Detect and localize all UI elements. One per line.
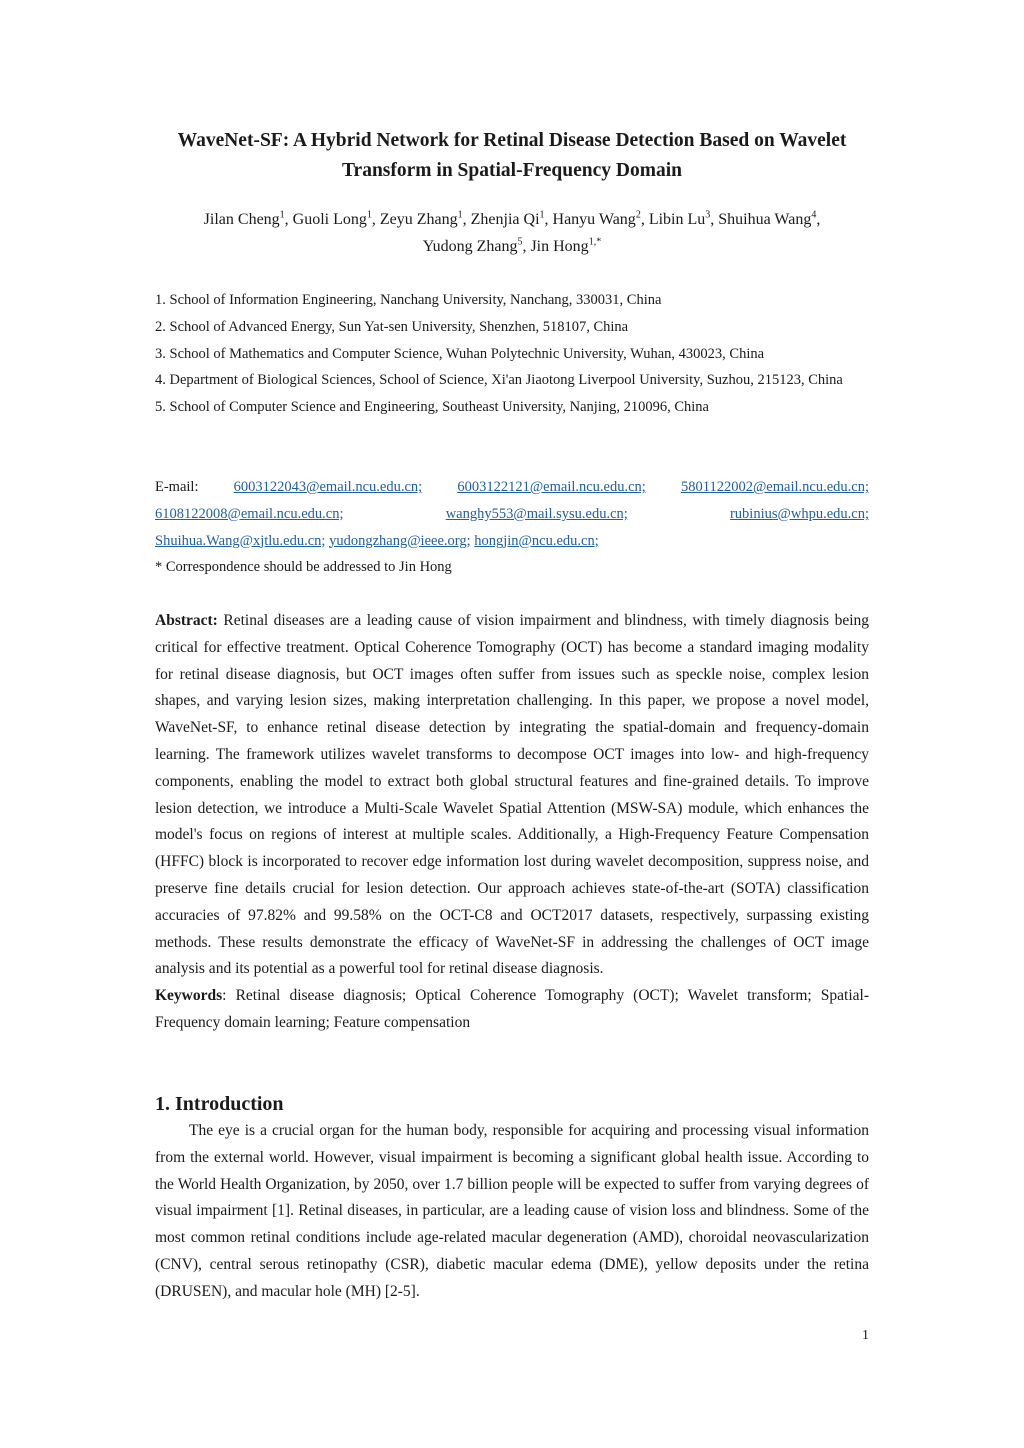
email-link[interactable]: hongjin@ncu.edu.cn; <box>474 532 599 549</box>
email-link[interactable]: 5801122002@email.ncu.edu.cn; <box>680 479 869 495</box>
email-row-3 <box>155 528 869 555</box>
author-name: Guoli Long <box>292 211 367 228</box>
email-link[interactable]: yudongzhang@ieee.org; <box>329 532 471 549</box>
email-link[interactable]: wanghy553@mail.sysu.edu.cn; <box>445 505 628 522</box>
intro-paragraph: The eye is a crucial organ for the human body, responsible for acquiring and processing visual information from the external world. However, visual impairment is becoming a significant global health issue. According to the World Health Organization, by 2050, over 1.7 billion people will be expected to suffer from varying degrees of visual impairment [1]. Retinal diseases, in particular, are a leading cause of vision loss and blindness. Some of the most common retinal conditions include age-related macular degeneration (AMD), choroidal neovascularization (CNV), central serous retinopathy (CSR), diabetic macular edema (DME), yellow deposits under the retina (DRUSEN), and macular hole (MH) [2-5]. <box>155 1122 869 1300</box>
introduction-body <box>155 1118 869 1306</box>
section-heading-introduction: 1. Introduction <box>155 1093 284 1115</box>
correspondence-note: * Correspondence should be addressed to Jin Hong <box>155 559 452 576</box>
author-name: Hanyu Wang <box>552 211 636 228</box>
keywords-paragraph <box>155 983 869 1037</box>
author-affil-sup: 4 <box>811 209 817 221</box>
author-affil-sup: 5 <box>517 236 523 248</box>
affiliation-item: 1. School of Information Engineering, Nanchang University, Nanchang, 330031, China <box>155 292 662 308</box>
email-label: E-mail: <box>155 479 199 495</box>
author-name: Libin Lu <box>648 211 706 228</box>
author-name: Zhenjia Qi <box>470 211 540 228</box>
author-name: Jin Hong <box>530 238 589 255</box>
abstract-section <box>155 608 869 1037</box>
author-affil-sup: 1 <box>366 209 372 221</box>
email-link[interactable]: 6003122043@email.ncu.edu.cn; <box>233 479 423 495</box>
affiliation-item: 5. School of Computer Science and Engineering, Southeast University, Nanjing, 210096, China <box>155 399 709 416</box>
title-line-2: Transform in Spatial-Frequency Domain <box>342 160 682 181</box>
author-affil-sup: 1,* <box>588 236 602 248</box>
affiliation-list <box>155 287 869 421</box>
author-name: Yudong Zhang <box>422 238 518 255</box>
email-link[interactable]: 6108122008@email.ncu.edu.cn; <box>155 505 344 522</box>
email-block <box>155 474 869 581</box>
author-affil-sup: 2 <box>635 209 641 221</box>
email-row-1 <box>155 474 869 501</box>
email-row-2 <box>155 501 869 528</box>
author-affil-sup: 1 <box>539 209 545 221</box>
affiliation-item: 3. School of Mathematics and Computer Science, Wuhan Polytechnic University, Wuhan, 430023, China <box>155 345 765 362</box>
email-link[interactable]: Shuihua.Wang@xjtlu.edu.cn; <box>155 532 326 549</box>
author-affil-sup: 1 <box>279 209 285 221</box>
author-line-1: Jilan Cheng$^1$, Guoli Long$^1$, Zeyu Zhang$^1$, Zhenjia Qi$^1$, Hanyu Wang$^2$, Libin Lu$^3$, Shuihua Wang$^4$, <box>203 209 821 228</box>
author-affil-sup: 1 <box>457 209 463 221</box>
author-name: Jilan Cheng <box>203 211 280 228</box>
author-list <box>155 206 869 260</box>
paper-title <box>155 126 869 186</box>
keywords-label: Keywords <box>155 987 223 1005</box>
affiliation-item: 2. School of Advanced Energy, Sun Yat-sen University, Shenzhen, 518107, China <box>155 318 629 335</box>
author-line-2: Yudong Zhang$^5$, Jin Hong$^{1,*}$ <box>422 236 602 255</box>
affiliation-item: 4. Department of Biological Sciences, School of Science, Xi'an Jiaotong Liverpool University, Suzhou, 215123, China <box>155 372 843 389</box>
abstract-paragraph <box>155 608 869 983</box>
keywords-text: : Retinal disease diagnosis; Optical Coherence Tomography (OCT); Wavelet transform; Spatial-Frequency domain learning; Feature compensation <box>155 987 869 1031</box>
page-number: 1 <box>862 1328 869 1343</box>
author-name: Zeyu Zhang <box>379 211 458 228</box>
author-affil-sup: 3 <box>705 209 711 221</box>
title-line-1: WaveNet-SF: A Hybrid Network for Retinal Disease Detection Based on Wavelet <box>177 130 847 151</box>
abstract-text: Retinal diseases are a leading cause of vision impairment and blindness, with timely diagnosis being critical for effective treatment. Optical Coherence Tomography (OCT) has become a standard imaging modality for retinal disease diagnosis, but OCT images often suffer from issues such as speckle noise, complex lesion shapes, and varying lesion sizes, making interpretation challenging. In this paper, we propose a novel model, WaveNet-SF, to enhance retinal disease detection by integrating the spatial-domain and frequency-domain learning. The framework utilizes wavelet transforms to decompose OCT images into low- and high-frequency components, enabling the model to extract both global structural features and fine-grained details. To improve lesion detection, we introduce a Multi-Scale Wavelet Spatial Attention (MSW-SA) module, which enhances the model's focus on regions of interest at multiple scales. Additionally, a High-Frequency Feature Compensation (HFFC) block is incorporated to recover edge information lost during wavelet decomposition, suppress noise, and preserve fine details crucial for lesion detection. Our approach achieves state-of-the-art (SOTA) classification accuracies of 97.82% and 99.58% on the OCT-C8 and OCT2017 datasets, respectively, surpassing existing methods. These results demonstrate the efficacy of WaveNet-SF in addressing the challenges of OCT image analysis and its potential as a powerful tool for retinal disease diagnosis. <box>155 612 869 978</box>
abstract-label: Abstract: <box>155 612 218 629</box>
email-link[interactable]: rubinius@whpu.edu.cn; <box>729 505 869 522</box>
author-name: Shuihua Wang <box>718 211 812 228</box>
email-link[interactable]: 6003122121@email.ncu.edu.cn; <box>457 479 646 495</box>
